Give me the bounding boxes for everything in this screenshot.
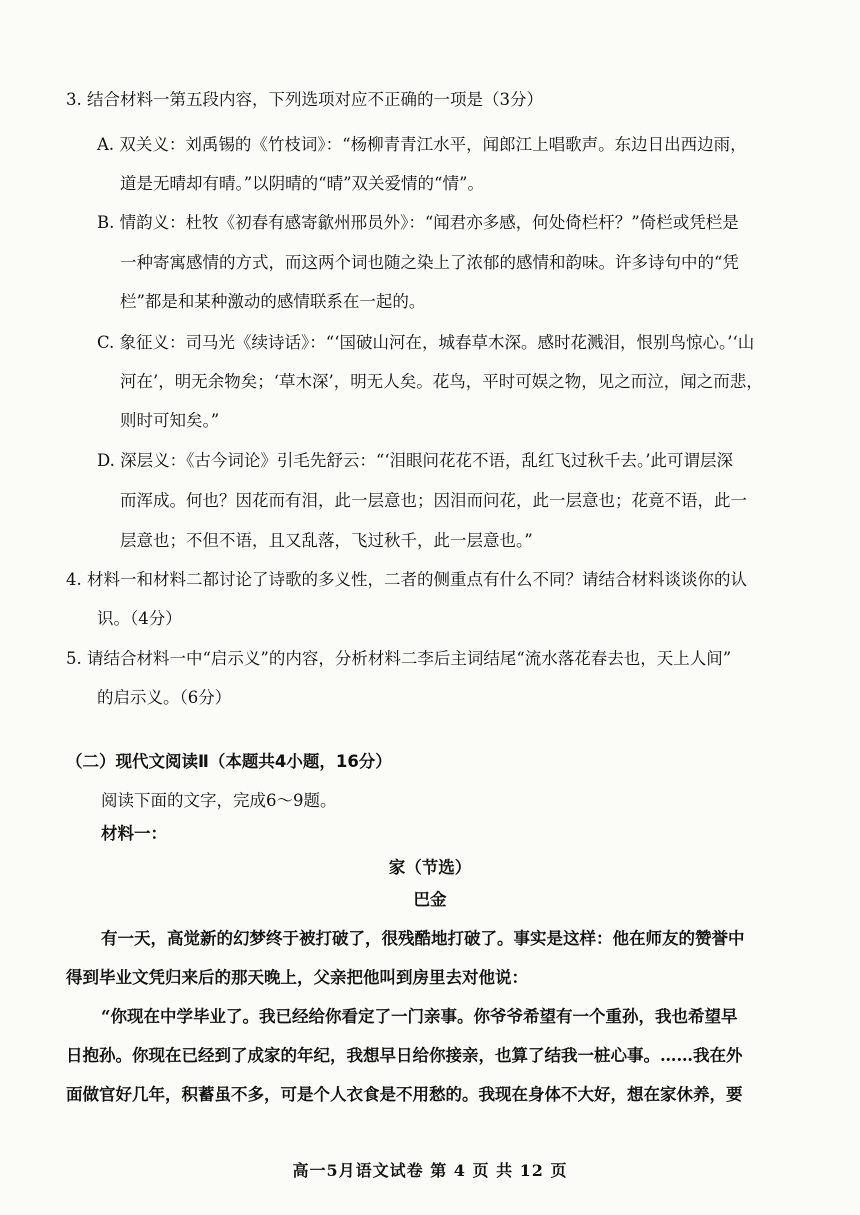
section-instruction: 阅读下面的文字，完成6～9题。 (101, 791, 337, 810)
q3-option-c-line1: C. 象征义：司马光《续诗话》：“‘国破山河在，城春草木深。感时花溅泪，恨别鸟惊心。’‘山 (97, 333, 755, 352)
q3-option-b-line2: 一种寄寓感情的方式，而这两个词也随之染上了浓郁的感情和韵味。许多诗句中的“凭 (120, 253, 739, 272)
q5-stem-line1: 5. 请结合材料一中“启示义”的内容，分析材料二李后主词结尾“流水落花春去也，天上人间” (66, 649, 732, 668)
passage-line: “你现在中学毕业了。我已经给你看定了一门亲事。你爷爷希望有一个重孙，我也希望早 (101, 1007, 738, 1026)
q3-option-b-line1: B. 情韵义：杜牧《初春有感寄歙州邢员外》：“闻君亦多感，何处倚栏杆？”倚栏或凭栏是 (97, 213, 739, 232)
material-label: 材料一： (101, 824, 167, 843)
q4-stem-line2: 识。（4分） (97, 609, 182, 628)
q3-option-c-line3: 则时可知矣。” (120, 411, 220, 430)
q4-stem-line1: 4. 材料一和材料二都讨论了诗歌的多义性，二者的侧重点有什么不同？请结合材料谈谈你的认 (66, 570, 747, 589)
q3-option-b-line3: 栏”都是和某种激动的感情联系在一起的。 (120, 292, 426, 311)
passage-author: 巴金 (413, 890, 447, 909)
q3-option-c-line2: 河在’，明无余物矣；‘草木深’，明无人矣。花鸟，平时可娱之物，见之而泣，闻之而悲， (120, 372, 763, 391)
q5-stem-line2: 的启示义。（6分） (97, 688, 232, 707)
passage-title: 家（节选） (388, 858, 472, 877)
passage-line: 有一天，高觉新的幻梦终于被打破了，很残酷地打破了。事实是这样：他在师友的赞誉中 (101, 929, 745, 948)
q3-option-a-line2: 道是无晴却有晴。”以阴晴的“晴”双关爱情的“情”。 (120, 174, 484, 193)
q3-option-a-line1: A. 双关义：刘禹锡的《竹枝词》：“杨柳青青江水平，闻郎江上唱歌声。东边日出西边雨， (97, 135, 747, 154)
page-footer: 高一5月语文试卷 第 4 页 共 12 页 (292, 1161, 568, 1180)
passage-line: 面做官好几年，积蓄虽不多，可是个人衣食是不用愁的。我现在身体不大好，想在家休养，要 (66, 1085, 743, 1104)
q3-stem: 3. 结合材料一第五段内容，下列选项对应不正确的一项是（3分） (66, 90, 543, 109)
q3-option-d-line3: 层意也；不但不语，且又乱落，飞过秋千，此一层意也。” (120, 531, 533, 550)
passage-line: 日抱孙。你现在已经到了成家的年纪，我想早日给你接亲，也算了结我一桩心事。……我在外 (66, 1046, 743, 1065)
q3-option-d-line2: 而浑成。何也？因花而有泪，此一层意也；因泪而问花，此一层意也；花竟不语，此一 (120, 491, 747, 510)
section-heading: （二）现代文阅读Ⅱ（本题共4小题，16分） (66, 752, 392, 771)
passage-line: 得到毕业文凭归来后的那天晚上，父亲把他叫到房里去对他说： (66, 968, 528, 987)
q3-option-d-line1: D. 深层义：《古今词论》引毛先舒云：“‘泪眼问花花不语，乱红飞过秋千去。’此可谓层深 (97, 451, 734, 470)
